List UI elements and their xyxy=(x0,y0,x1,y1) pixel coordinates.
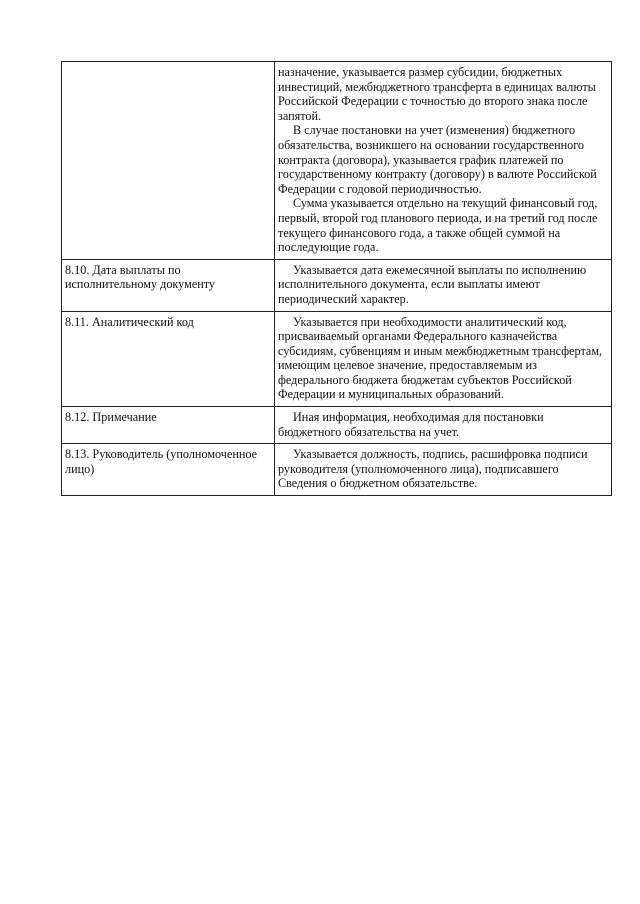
description-paragraph: Указывается должность, подпись, расшифровка подписи руководителя (уполномоченного лица), подписавшего Сведения о бюджетном обязательстве. xyxy=(278,447,588,491)
instructions-table xyxy=(61,61,612,496)
field-label-cell xyxy=(62,407,275,444)
field-label-cell xyxy=(62,444,275,496)
field-description-cell xyxy=(275,407,612,444)
table-row-8-11 xyxy=(62,311,612,407)
field-description-cell xyxy=(275,259,612,311)
table-row-8-13 xyxy=(62,444,612,496)
field-label-cell xyxy=(62,259,275,311)
field-label-cell xyxy=(62,311,275,407)
field-description-cell xyxy=(275,62,612,260)
description-paragraph: Указывается дата ежемесячной выплаты по исполнению исполнительного документа, если выплаты имеют периодический характер. xyxy=(278,262,587,306)
table-row-8-10 xyxy=(62,259,612,311)
description-paragraph: Иная информация, необходимая для постановки бюджетного обязательства на учет. xyxy=(278,410,544,439)
field-description-cell xyxy=(275,311,612,407)
description-paragraph: Указывается при необходимости аналитический код, присваиваемый органами Федерального казначейства субсидиям, субвенциям и иным межбюджетным трансфертам, имеющим целевое значение, предоставляемым из федерального бюджета бюджетам субъектов Российской Федерации и муниципальных образований. xyxy=(278,314,603,402)
table-row-8-12 xyxy=(62,407,612,444)
table-row-continuation xyxy=(62,62,612,260)
description-paragraph: Сумма указывается отдельно на текущий финансовый год, первый, второй год планового периода, и на третий год после текущего финансового года, а также общей суммой на последующие года. xyxy=(278,196,598,255)
field-label: 8.13. Руководитель (уполномоченное лицо) xyxy=(65,447,258,476)
description-paragraph: назначение, указывается размер субсидии, бюджетных инвестиций, межбюджетного трансферта в единицах валюты Российской Федерации с точностью до второго знака после запятой. xyxy=(278,65,596,123)
description-paragraph: В случае постановки на учет (изменения) бюджетного обязательства, возникшего на основании государственного контракта (договора), указывается график платежей по государственному контракту (договору) в валюте Российской Федерации с годовой периодичностью. xyxy=(278,123,597,196)
field-label: 8.10. Дата выплаты по исполнительному документу xyxy=(65,262,216,292)
field-label: 8.11. Аналитический код xyxy=(65,314,194,329)
field-description-cell xyxy=(275,444,612,496)
field-label-cell xyxy=(62,62,275,260)
field-label: 8.12. Примечание xyxy=(65,410,157,425)
